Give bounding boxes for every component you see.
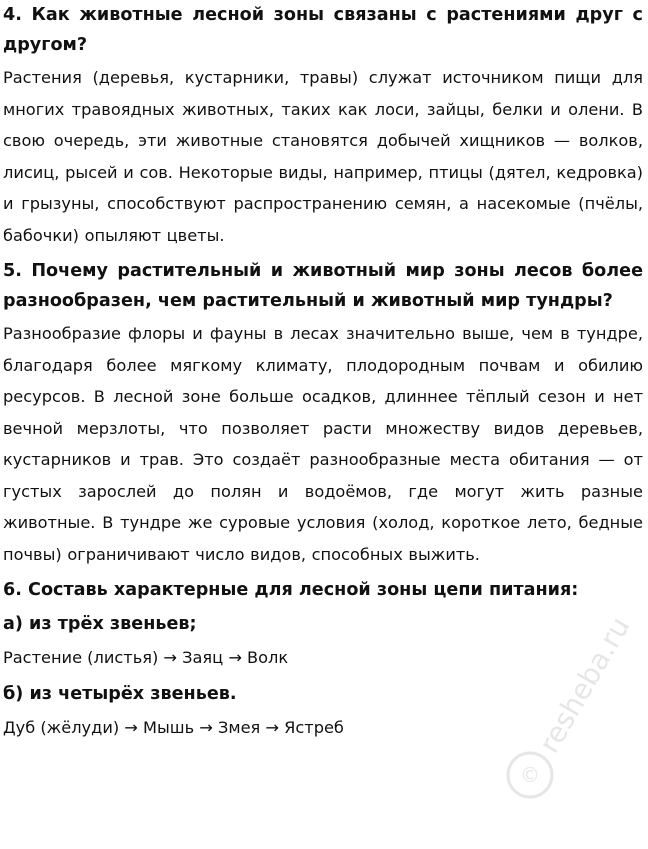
- question-5: 5. Почему растительный и животный мир зоны лесов более разнообразен, чем растительный и животный мир тундры?: [3, 261, 643, 311]
- answer-4: Растения (деревья, кустарники, травы) служат источником пищи для многих травоядных животных, таких как лоси, зайцы, белки и олени. В свою очередь, эти животные становятся добычей хищников — волков, лисиц, рысей и сов. Некоторые виды, например, птицы (дятел, кедровка) и грызуны, способствуют распространению семян, а насекомые (пчёлы, бабочки) опыляют цветы.: [3, 68, 643, 245]
- document-page: [3, 0, 643, 749]
- svg-text:resheba.ru: resheba.ru: [532, 611, 637, 759]
- svg-text:©: ©: [520, 763, 540, 787]
- part-b-label: б) из четырёх звеньев.: [3, 684, 237, 704]
- part-a-chain: Растение (листья) → Заяц → Волк: [3, 648, 289, 667]
- answer-5: Разнообразие флоры и фауны в лесах значительно выше, чем в тундре, благодаря более мягкому климату, плодородным почвам и обилию ресурсов. В лесной зоне больше осадков, длиннее тёплый сезон и нет вечной мерзлоты, что позволяет расти множеству видов деревьев, кустарников и трав. Это создаёт разнообразные места обитания — от густых зарослей до полян и водоёмов, где могут жить разные животные. В тундре же суровые условия (холод, короткое лето, бедные почвы) ограничивают число видов, способных выжить.: [3, 324, 643, 564]
- part-b-chain: Дуб (жёлуди) → Мышь → Змея → Ястреб: [3, 718, 344, 737]
- part-a-label: а) из трёх звеньев;: [3, 614, 197, 634]
- question-6: 6. Составь характерные для лесной зоны цепи питания:: [3, 580, 579, 600]
- question-4: 4. Как животные лесной зоны связаны с растениями друг с другом?: [3, 5, 643, 55]
